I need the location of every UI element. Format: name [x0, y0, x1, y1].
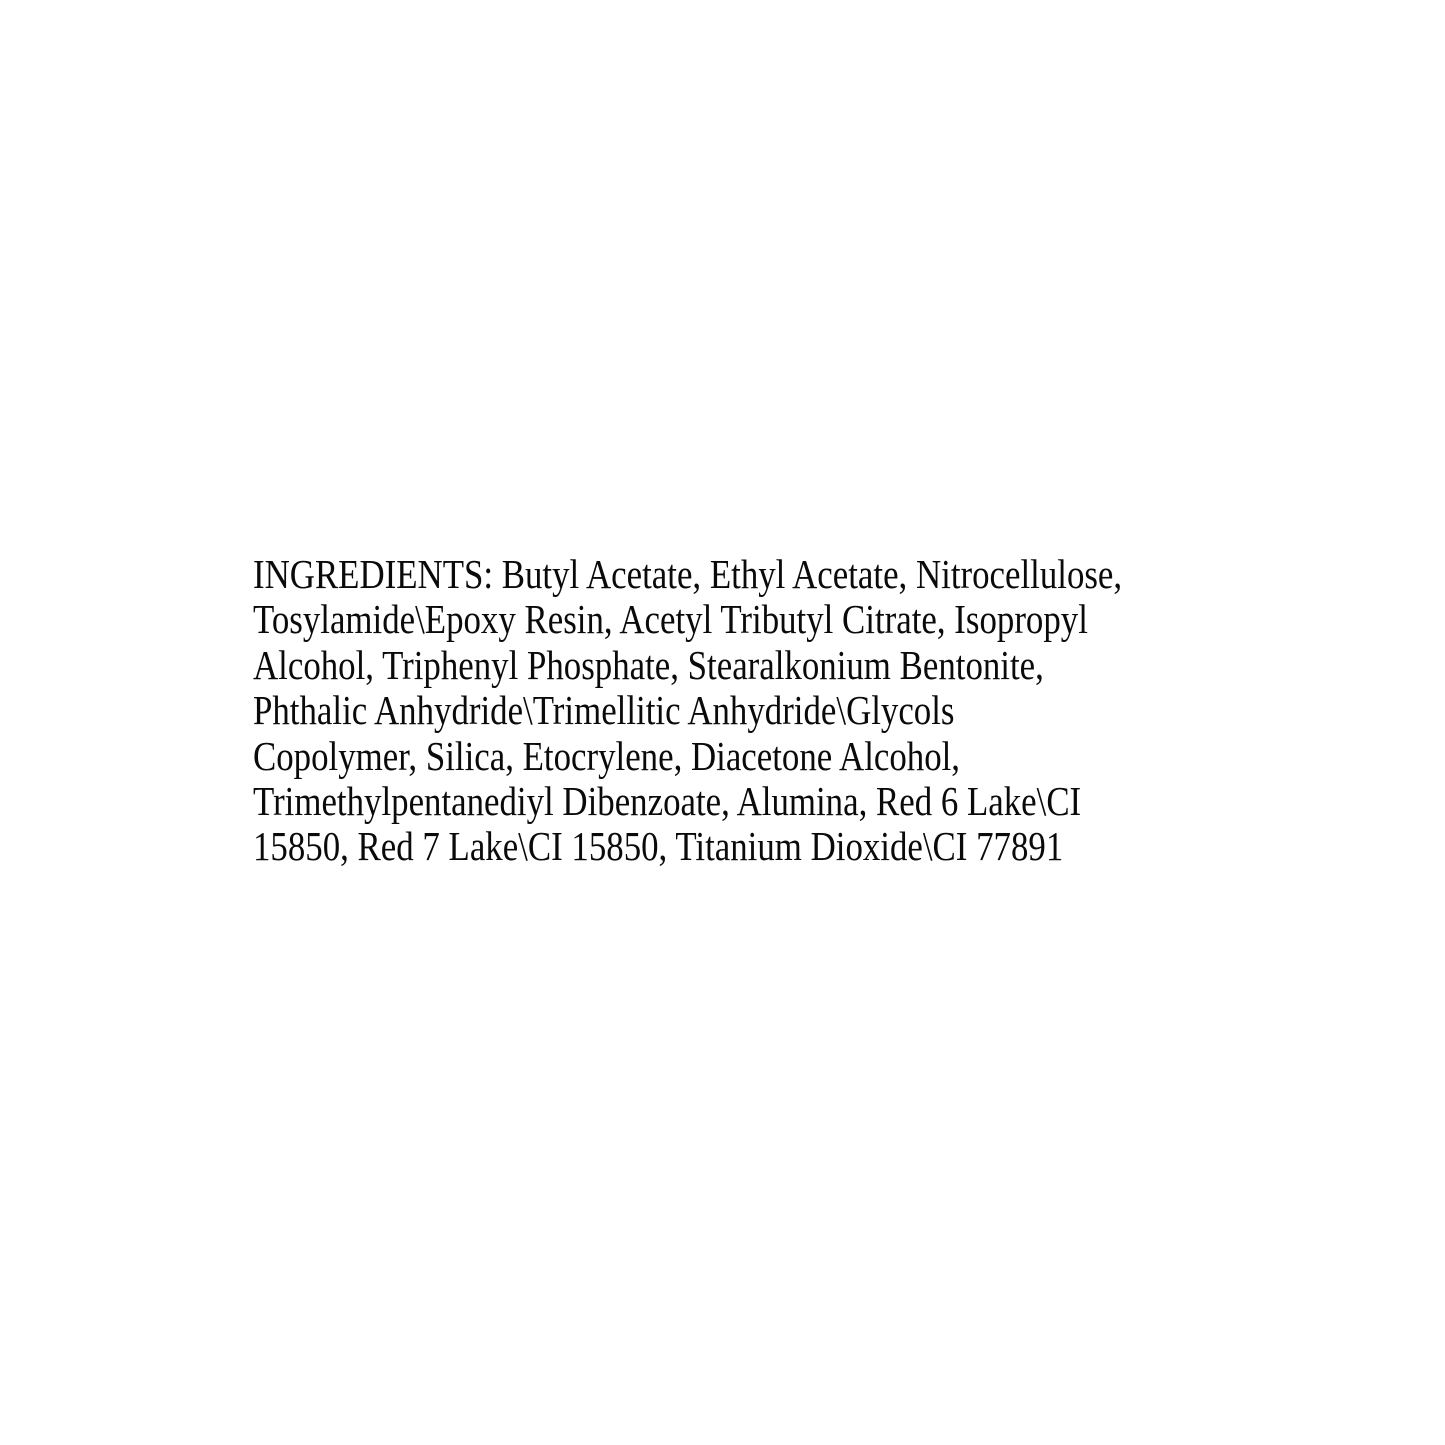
ingredients-line-7: 15850, Red 7 Lake\CI 15850, Titanium Dioxide\CI 77891	[253, 823, 1064, 870]
ingredients-line-3: Alcohol, Triphenyl Phosphate, Stearalkonium Bentonite,	[253, 641, 1044, 688]
ingredients-line-6: Trimethylpentanediyl Dibenzoate, Alumina, Red 6 Lake\CI	[253, 778, 1082, 825]
ingredients-line-4: Phthalic Anhydride\Trimellitic Anhydride\Glycols	[253, 687, 955, 734]
ingredients-line-2: Tosylamide\Epoxy Resin, Acetyl Tributyl Citrate, Isopropyl	[253, 596, 1088, 643]
ingredients-text-block	[253, 552, 1231, 870]
ingredients-line-5: Copolymer, Silica, Etocrylene, Diacetone Alcohol,	[253, 732, 961, 779]
ingredients-line-1: INGREDIENTS: Butyl Acetate, Ethyl Acetate, Nitrocellulose,	[253, 551, 1123, 597]
